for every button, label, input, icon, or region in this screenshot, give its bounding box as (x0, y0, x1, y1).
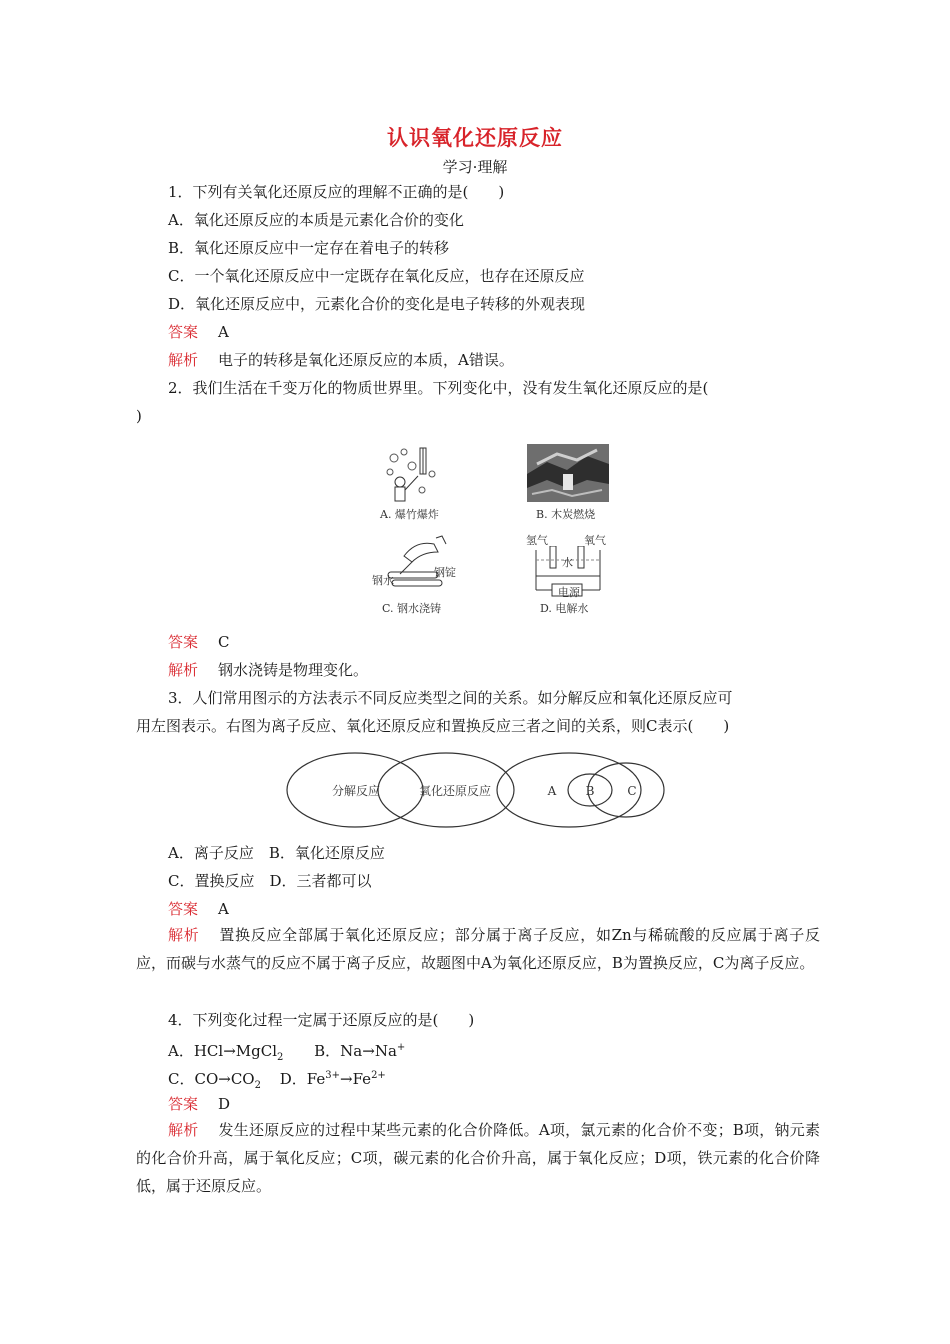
venn-left-ellipse-redox (378, 753, 514, 827)
q1-option-c: C．一个氧化还原反应中一定既存在氧化反应，也存在还原反应 (168, 267, 585, 285)
q4-option-c: C．$CO\to CO_2$ (168, 1070, 261, 1091)
venn-left-label-redox: 氧化还原反应 (418, 784, 492, 798)
venn-right-ellipse-a (497, 753, 641, 827)
analysis-text: 电子的转移是氧化还原反应的本质，A错误。 (218, 351, 514, 369)
q4-stem: 4．下列变化过程一定属于还原反应的是( ) (168, 1011, 475, 1029)
venn-left-ellipse-decomposition (287, 753, 423, 827)
q1-option-d: D．氧化还原反应中，元素化合价的变化是电子转移的外观表现 (168, 295, 586, 313)
answer-label: 答案 (168, 633, 199, 651)
q1-analysis (168, 350, 852, 370)
analysis-label: 解析 (168, 351, 199, 369)
image-c-label-ingot: 钢锭 (434, 566, 456, 579)
analysis-label: 解析 (168, 1121, 199, 1139)
venn-right-ellipse-c (585, 763, 664, 817)
q1-option-b: B．氧化还原反应中一定存在着电子的转移 (168, 239, 450, 257)
image-d-label-water: 水 (562, 556, 573, 569)
q3-stem-line1: 3．人们常用图示的方法表示不同反应类型之间的关系。如分解反应和氧化还原反应可 (168, 689, 733, 707)
q1-option-a: A．氧化还原反应的本质是元素化合价的变化 (168, 211, 464, 229)
analysis-label: 解析 (168, 661, 199, 679)
venn-right-label-c: C (627, 784, 637, 798)
answer-label: 答案 (168, 323, 199, 341)
answer-value: A (218, 323, 229, 341)
venn-right-label-b: B (585, 784, 595, 798)
q4-option-b: B．Na→Na+ (314, 1042, 406, 1060)
q3-options-line1: A．离子反应 B．氧化还原反应 (168, 844, 385, 862)
image-b-caption: B. 木炭燃烧 (536, 508, 596, 521)
q2-figure (372, 440, 622, 620)
q4-options-line1 (168, 1038, 852, 1068)
image-d-label-hydrogen: 氢气 (526, 534, 548, 547)
q2-stem: 2．我们生活在千变万化的物质世界里。下列变化中，没有发生氧化还原反应的是( (168, 379, 709, 397)
q4-option-d: D．$Fe^{3+}\to Fe^{2+}$ (279, 1070, 386, 1088)
venn-right-ellipse-b (568, 774, 612, 806)
image-c-caption: C. 钢水浇铸 (382, 602, 442, 615)
analysis-text: 发生还原反应的过程中某些元素的化合价降低。A项，氯元素的化合价不变；B项，钠元素的化合价升高，属于氧化反应；C项，碳元素的化合价升高，属于氧化反应；D项，铁元素的化合价降低，属于还原反应。 (136, 1121, 820, 1195)
q4-answer (168, 1094, 852, 1114)
image-d-caption: D. 电解水 (540, 602, 589, 615)
q3-options-line2: C．置换反应 D．三者都可以 (168, 872, 372, 890)
image-d-label-power: 电源 (558, 586, 580, 599)
q3-answer (168, 899, 852, 919)
answer-value: A (218, 900, 229, 918)
q4-options-line2 (168, 1066, 852, 1096)
answer-value: D (218, 1095, 231, 1113)
analysis-text: 钢水浇铸是物理变化。 (218, 661, 369, 679)
page-subtitle: 学习·理解 (442, 158, 508, 176)
image-d-label-oxygen: 氧气 (584, 534, 606, 547)
answer-label: 答案 (168, 900, 199, 918)
q1-answer (168, 322, 852, 342)
analysis-text: 置换反应全部属于氧化还原反应；部分属于离子反应，如Zn与稀硫酸的反应属于离子反应，而碳与水蒸气的反应不属于离子反应，故题图中A为氧化还原反应，B为置换反应，C为离子反应。 (136, 926, 820, 972)
firecracker-illustration (382, 446, 442, 506)
q2-stem-cont: ) (136, 407, 142, 425)
q4-analysis (136, 1116, 820, 1200)
q2-analysis (168, 660, 852, 680)
charcoal-photo (527, 444, 609, 502)
image-a-caption: A. 爆竹爆炸 (380, 508, 439, 521)
answer-value: C (218, 633, 230, 651)
q1-stem: 1．下列有关氧化还原反应的理解不正确的是( ) (168, 183, 505, 201)
answer-label: 答案 (168, 1095, 199, 1113)
q4-option-a: A．HCl→MgCl$_2$ (168, 1042, 284, 1063)
q3-stem-line2: 用左图表示。右图为离子反应、氧化还原反应和置换反应三者之间的关系，则C表示( ) (136, 717, 730, 735)
venn-left-label-decomposition: 分解反应 (331, 784, 381, 798)
analysis-label: 解析 (168, 926, 200, 944)
page-title: 认识氧化还原反应 (387, 126, 563, 150)
venn-right-label-a: A (547, 784, 557, 798)
q3-analysis (136, 921, 820, 977)
q2-answer (168, 632, 852, 652)
image-c-label-steel: 钢水 (372, 574, 394, 587)
